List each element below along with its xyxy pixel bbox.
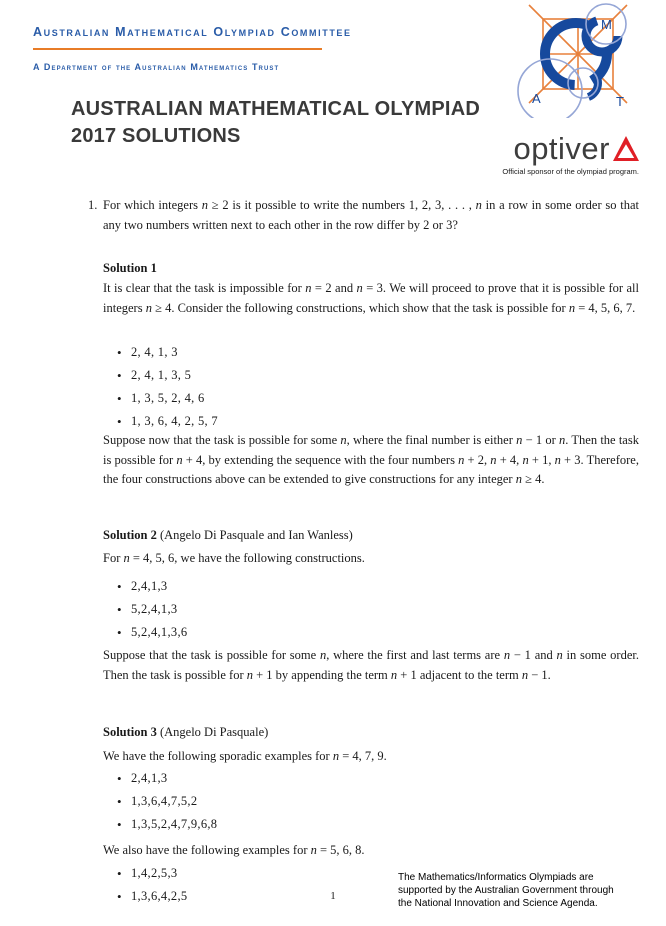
page-title-line2: 2017 SOLUTIONS [71,125,241,147]
solution-3-title: Solution 3 [103,725,157,739]
solution-3-construction-list-2 [117,864,417,910]
list-item: • 1,3,6,4,7,5,2 [117,792,417,811]
department-subheader: A Department of the Australian Mathematics Trust [33,62,280,72]
page-title-line1: AUSTRALIAN MATHEMATICAL OLYMPIAD [71,98,480,120]
solution-2-title: Solution 2 [103,528,157,542]
header-divider [33,48,322,50]
list-item: • 2,4,1,3 [117,577,417,596]
page-title [71,96,480,150]
list-item: • 2, 4, 1, 3 [117,343,417,362]
footer-support-line: the National Innovation and Science Agenda. [398,898,598,910]
sponsor-logo [502,133,639,176]
page-number: 1 [330,890,336,902]
solution-1-title: Solution 1 [103,261,157,275]
solution-3-intro-2: We also have the following examples for n = 5, 6, 8. [103,843,365,857]
logo-letter-t: T [616,94,624,109]
list-item: • 1, 3, 5, 2, 4, 6 [117,389,417,408]
problem-text: For which integers n ≥ 2 is it possible to write the numbers 1, 2, 3, . . . , n in a row in some order so that any two numbers written next to each other in the row differ by 2 or 3? [103,198,639,232]
list-item: • 1, 3, 6, 4, 2, 5, 7 [117,412,417,431]
solution-3-intro: We have the following sporadic examples for n = 4, 7, 9. [103,749,387,763]
solution-2-outro: Suppose that the task is possible for some n, where the first and last terms are n − 1 and n in some order. Then the task is possible for n + 1 by appending the term n + 1 adjacent to the term n − 1. [103,648,639,682]
list-item: • 5,2,4,1,3 [117,600,417,619]
problem-number: 1. [88,198,98,212]
solution-2-construction-list [117,577,417,646]
footer-support-line: supported by the Australian Government through [398,885,614,897]
footer-support-line: The Mathematics/Informatics Olympiads are [398,872,594,883]
committee-header: Australian Mathematical Olympiad Committee [33,25,352,39]
problem-item [88,196,639,235]
solution-3-construction-list-1 [117,769,417,838]
list-item: • 1,3,6,4,2,5 [117,887,417,906]
optiver-wordmark: optiver [513,131,610,166]
solution-3-attribution: (Angelo Di Pasquale) [156,725,269,739]
solution-1-intro: It is clear that the task is impossible for n = 2 and n = 3. We will proceed to prove that it is possible for all integers n ≥ 4. Consider the following constructions, which show that the task is possible for n = 4, 5, 6, 7. [103,281,640,315]
solution-1-heading [103,259,639,279]
footer-support-text [398,871,643,911]
logo-letter-a: A [532,91,541,106]
amt-logo [506,2,640,118]
list-item: • 2, 4, 1, 3, 5 [117,366,417,385]
sponsor-caption: Official sponsor of the olympiad program. [502,167,639,176]
logo-letter-m: M [601,17,612,32]
solution-3-heading [103,723,639,743]
list-item: • 1,3,5,2,4,7,9,6,8 [117,815,417,834]
optiver-triangle-icon [613,136,639,161]
list-item: • 1,4,2,5,3 [117,864,417,883]
solution-2-intro: For n = 4, 5, 6, we have the following constructions. [103,551,365,565]
solution-1-construction-list [117,343,417,435]
solution-1-outro: Suppose now that the task is possible for some n, where the final number is either n − 1 or n. Then the task is possible for n + 4, by extending the sequence with the four numbers n + 2, n + 4, n + 1, n + 3. Therefore, the four constructions above can be extended to give constructions for any integer n ≥ 4. [103,433,639,486]
solution-2-attribution: (Angelo Di Pasquale and Ian Wanless) [156,528,353,542]
list-item: • 2,4,1,3 [117,769,417,788]
list-item: • 5,2,4,1,3,6 [117,623,417,642]
solution-2-heading [103,526,639,546]
